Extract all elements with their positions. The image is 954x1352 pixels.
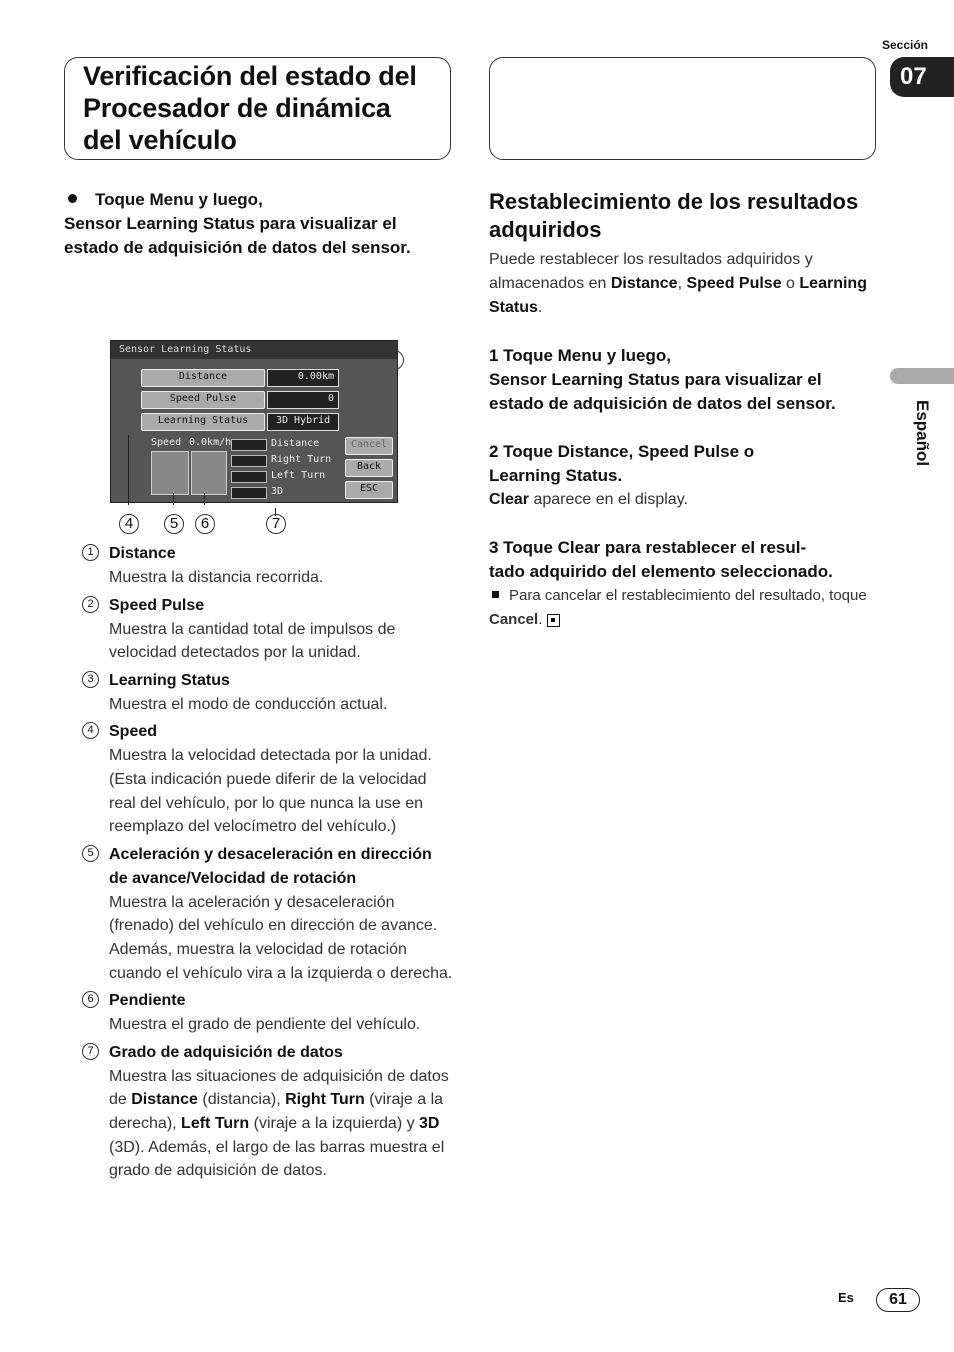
3d-bar xyxy=(231,487,267,499)
right-turn-bar xyxy=(231,455,267,467)
list-item: 2 Speed Pulse Muestra la cantidad total de impulsos de velocidad detectados por la unidad. xyxy=(64,594,454,665)
step-1: 1 Toque Menu y luego, Sensor Learning Status para visualizar el estado de adquisición de datos del sensor. xyxy=(489,346,836,413)
intro-paragraph: Puede restablecer los resultados adquiridos y almacenados en Distance, Speed Pulse o Learning Status. xyxy=(489,251,867,316)
list-item: 4 Speed Muestra la velocidad detectada por la unidad. (Esta indicación puede diferir de la velocidad real del vehículo, por lo que nunca la use en reemplazo del velocímetro del vehículo.) xyxy=(64,720,454,838)
footer-lang-code: Es xyxy=(838,1290,854,1305)
language-tab xyxy=(890,368,954,384)
step-3: 3 Toque Clear para restablecer el resul- tado adquirido del elemento seleccionado. Para cancelar el restablecimiento del resultado, toque Cancel. xyxy=(489,536,879,632)
speed-pulse-value: 0 xyxy=(267,391,339,409)
sensor-learning-screen xyxy=(110,340,398,503)
back-button[interactable]: Back xyxy=(345,459,393,477)
slope-gauge xyxy=(191,451,227,495)
list-item: 6 Pendiente Muestra el grado de pendiente del vehículo. xyxy=(64,989,454,1037)
bar-label-left-turn: Left Turn xyxy=(271,470,326,481)
callout-6: 6 xyxy=(195,514,215,534)
speed-pulse-row-label[interactable]: Speed Pulse xyxy=(141,391,265,409)
intro-line-2: Sensor Learning Status para visualizar el estado de adquisición de datos del sensor. xyxy=(64,214,411,257)
speed-value: 0.0km/h xyxy=(189,437,232,448)
note: Para cancelar el restablecimiento del resultado, toque Cancel. xyxy=(489,587,867,628)
acceleration-gauge xyxy=(151,451,189,495)
bar-label-distance: Distance xyxy=(271,438,320,449)
section-label: Sección xyxy=(881,38,928,52)
callout-4: 4 xyxy=(119,514,139,534)
right-column xyxy=(489,188,879,632)
list-item: 7 Grado de adquisición de datos Muestra las situaciones de adquisición de datos de Distance (distancia), Right Turn (viraje a la derecha), Left Turn (viraje a la izquierda) y 3D (3D). Además, el largo de las barras muestra el grado de adquisición de datos. xyxy=(64,1041,454,1183)
bar-label-right-turn: Right Turn xyxy=(271,454,332,465)
page-title-box xyxy=(64,57,451,160)
bullet-icon xyxy=(68,194,77,203)
screen-title: Sensor Learning Status xyxy=(111,341,397,359)
section-number-tab: 07 xyxy=(890,57,954,97)
list-item: 1 Distance Muestra la distancia recorrida. xyxy=(64,542,454,590)
distance-bar xyxy=(231,439,267,451)
screen-figure xyxy=(64,278,454,534)
section-heading: Restablecimiento de los resultados adquiridos xyxy=(489,189,859,242)
callout-5: 5 xyxy=(164,514,184,534)
bar-label-3d: 3D xyxy=(271,486,284,497)
list-item: 3 Learning Status Muestra el modo de conducción actual. xyxy=(64,669,454,717)
empty-title-box xyxy=(489,57,876,160)
distance-row-label[interactable]: Distance xyxy=(141,369,265,387)
learning-status-row-label[interactable]: Learning Status xyxy=(141,413,265,431)
list-item: 5 Aceleración y desaceleración en dirección de avance/Velocidad de rotación Muestra la aceleración y desaceleración (frenado) del vehículo en dirección de avance. Además, muestra la velocidad de rotación cuando el vehículo vira a la izquierda o derecha. xyxy=(64,843,454,985)
left-turn-bar xyxy=(231,471,267,483)
item-list xyxy=(64,542,454,1183)
cancel-button[interactable]: Cancel xyxy=(345,437,393,455)
page-title: Verificación del estado del Procesador de dinámica del vehículo xyxy=(83,61,417,155)
page-number: 61 xyxy=(876,1288,920,1312)
step-2: 2 Toque Distance, Speed Pulse o Learning Status. Clear aparece en el display. xyxy=(489,442,755,508)
speed-label: Speed xyxy=(151,437,182,448)
distance-value: 0.00km xyxy=(267,369,339,387)
callout-7: 7 xyxy=(266,514,286,534)
intro-line-1: Toque Menu y luego, xyxy=(64,188,454,212)
learning-status-value: 3D Hybrid xyxy=(267,413,339,431)
left-column xyxy=(64,188,454,1183)
language-label: Español xyxy=(913,400,932,467)
note-square-icon xyxy=(492,591,499,598)
esc-button[interactable]: ESC xyxy=(345,481,393,499)
end-mark-icon xyxy=(547,614,560,627)
